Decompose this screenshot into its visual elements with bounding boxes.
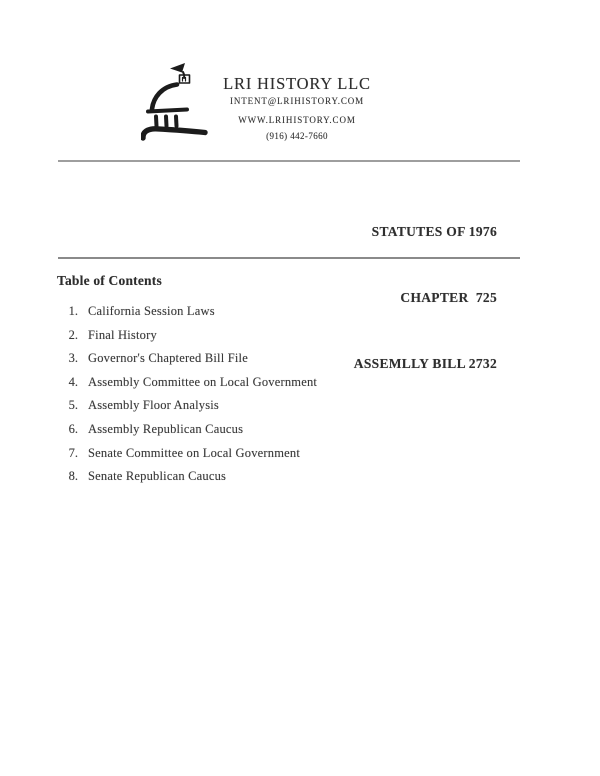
horizontal-rule-bottom	[58, 257, 520, 259]
toc-item-label: Assembly Republican Caucus	[88, 421, 244, 436]
toc-item	[0, 300, 600, 324]
toc-list	[0, 300, 600, 489]
toc-item-number: 1.	[68, 304, 78, 318]
website-text: WWW.LRIHISTORY.COM	[238, 115, 356, 125]
toc-item	[0, 465, 600, 489]
toc-item	[0, 324, 600, 348]
horizontal-rule-top	[58, 160, 520, 162]
toc-item-number: 5.	[68, 398, 78, 413]
toc-item-label: California Session Laws	[88, 304, 215, 318]
email-text: INTENT@LRIHISTORY.COM	[229, 96, 365, 106]
toc-item-number: 3.	[68, 351, 78, 366]
letterhead	[197, 74, 397, 143]
toc-item	[0, 371, 600, 395]
toc-item-number: 4.	[68, 374, 78, 389]
toc-item	[0, 418, 600, 442]
toc-item-label: Governor's Chaptered Bill File	[88, 351, 248, 366]
statutes-line: STATUTES OF 1976	[371, 224, 497, 239]
toc-item-number: 6.	[68, 421, 78, 436]
assembly-bill-line: ASSEMLLY BILL 2732	[353, 356, 497, 371]
toc-item	[0, 347, 600, 371]
toc-item-label: Senate Committee on Local Government	[88, 445, 301, 460]
toc-item-number: 2.	[68, 327, 78, 342]
toc-item	[0, 442, 600, 466]
toc-item-label: Final History	[88, 327, 157, 342]
toc-item-label: Assembly Floor Analysis	[88, 398, 219, 413]
chapter-line: CHAPTER 725	[400, 290, 497, 305]
toc-item-label: Assembly Committee on Local Government	[88, 374, 318, 389]
phone-text: (916) 442-7660	[266, 131, 328, 141]
company-name: LRI HISTORY LLC	[223, 74, 371, 93]
toc-item-label: Senate Republican Caucus	[88, 469, 227, 484]
toc-item-number: 7.	[68, 445, 78, 460]
toc-item-number: 8.	[68, 469, 78, 484]
toc-item	[0, 394, 600, 418]
toc-title: Table of Contents	[57, 273, 162, 288]
